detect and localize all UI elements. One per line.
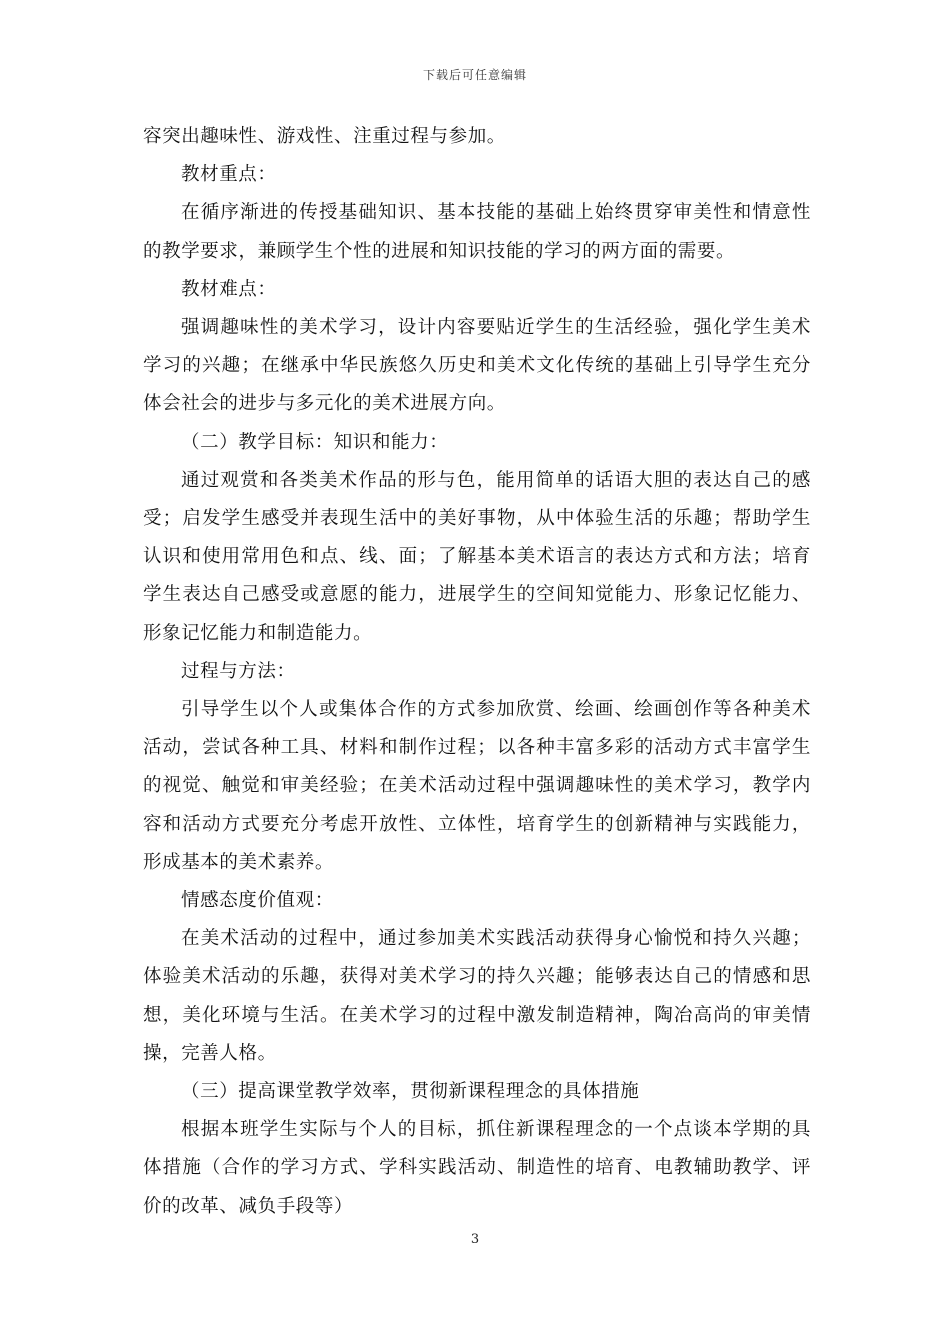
section-heading-teaching-goals: （二）教学目标：知识和能力： <box>181 431 449 453</box>
paragraph: 引导学生以个人或集体合作的方式参加欣赏、绘画、绘画创作等各种美术活动，尝试各种工具、材料和制作过程；以各种丰富多彩的活动方式丰富学生的视觉、触觉和审美经验；在美术活动过程中强调趣味性的美术学习，教学内容和活动方式要充分考虑开放性、立体性，培育学生的创新精神与实践能力，形成基本的美术素养。 <box>143 699 811 873</box>
section-heading-process-methods: 过程与方法： <box>181 660 296 682</box>
section-heading-key-points: 教材重点： <box>181 164 277 186</box>
paragraph: 在美术活动的过程中，通过参加美术实践活动获得身心愉悦和持久兴趣；体验美术活动的乐趣，获得对美术学习的持久兴趣；能够表达自己的情感和思想，美化环境与生活。在美术学习的过程中激发制造精神，陶冶高尚的审美情操，完善人格。 <box>143 928 811 1064</box>
document-body <box>143 118 811 1226</box>
paragraph: 根据本班学生实际与个人的目标，抓住新课程理念的一个点谈本学期的具体措施（合作的学习方式、学科实践活动、制造性的培育、电教辅助教学、评价的改革、减负手段等） <box>143 1119 811 1217</box>
paragraph: 强调趣味性的美术学习，设计内容要贴近学生的生活经验，强化学生美术学习的兴趣；在继承中华民族悠久历史和美术文化传统的基础上引导学生充分体会社会的进步与多元化的美术进展方向。 <box>143 317 811 415</box>
section-heading-measures: （三）提高课堂教学效率，贯彻新课程理念的具体措施 <box>181 1081 640 1103</box>
paragraph: 容突出趣味性、游戏性、注重过程与参加。 <box>143 126 506 147</box>
section-heading-attitudes-values: 情感态度价值观： <box>181 890 334 912</box>
paragraph: 通过观赏和各类美术作品的形与色，能用简单的话语大胆的表达自己的感受；启发学生感受并表现生活中的美好事物，从中体验生活的乐趣；帮助学生认识和使用常用色和点、线、面；了解基本美术语言的表达方式和方法；培育学生表达自己感受或意愿的能力，进展学生的空间知觉能力、形象记忆能力、形象记忆能力和制造能力。 <box>143 469 811 644</box>
page-header-note: 下载后可任意编辑 <box>422 68 527 82</box>
page-number: 3 <box>470 1232 480 1247</box>
section-heading-difficulties: 教材难点： <box>181 278 277 300</box>
paragraph: 在循序渐进的传授基础知识、基本技能的基础上始终贯穿审美性和情意性的教学要求，兼顾学生个性的进展和知识技能的学习的两方面的需要。 <box>143 202 811 262</box>
